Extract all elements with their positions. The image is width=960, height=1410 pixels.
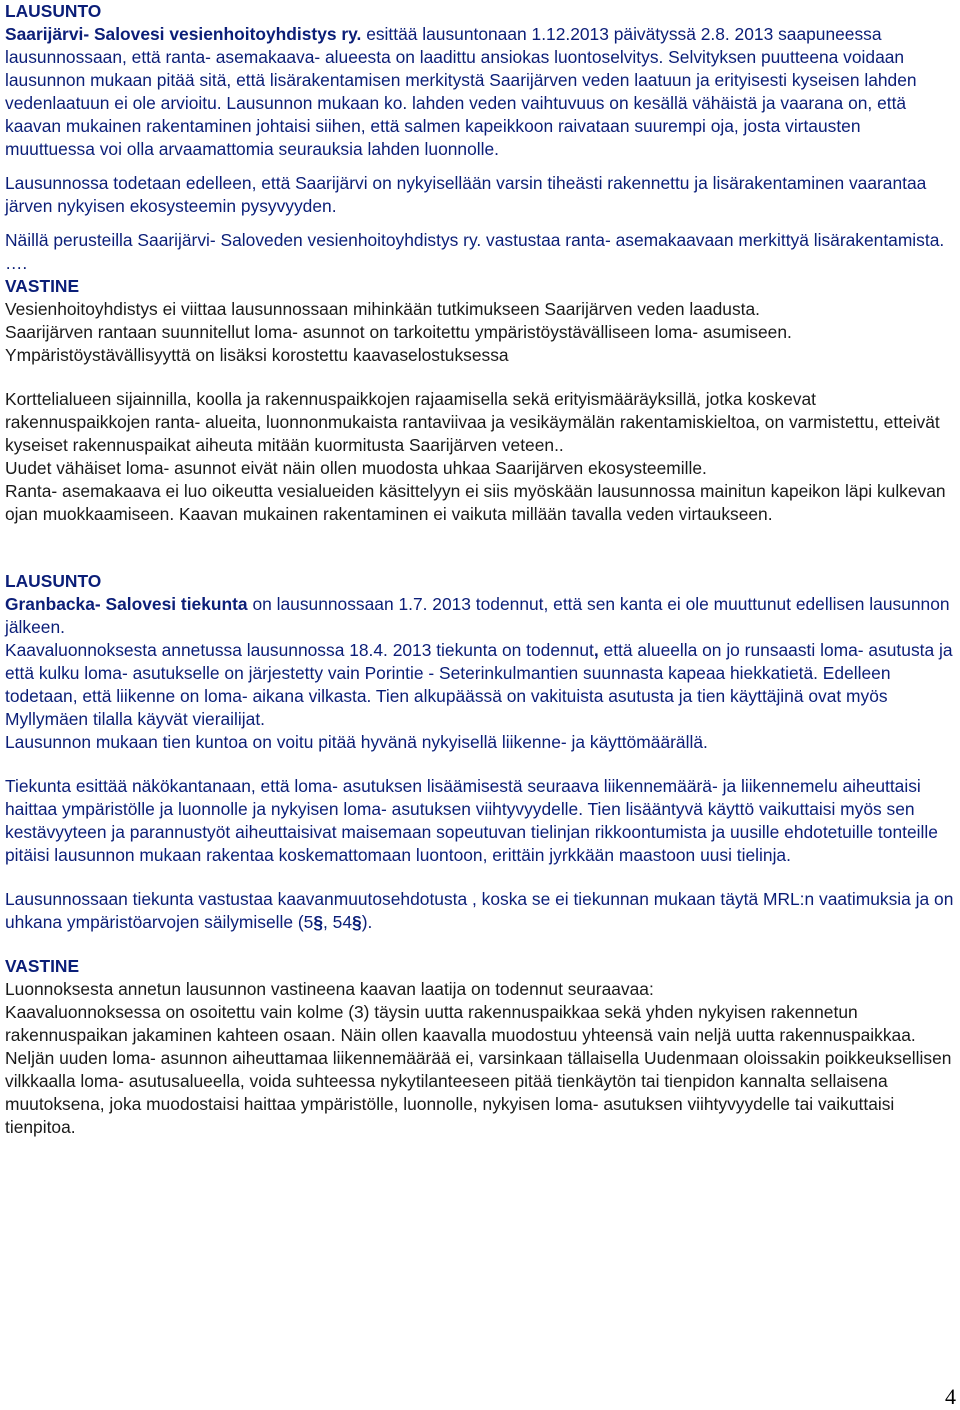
- section1-vastine-line-3: Ympäristöystävällisyyttä on lisäksi korostettu kaavaselostuksessa: [5, 345, 509, 365]
- section2-vastine-heading: VASTINE: [5, 956, 80, 976]
- section1-vastine-line-4: Uudet vähäiset loma- asunnot eivät näin ollen muodosta uhkaa Saarijärven ekosysteemille.: [5, 458, 707, 478]
- section2-paragraph-c: [5, 888, 955, 934]
- section2-paragraph-a-comma: ,: [593, 640, 599, 660]
- section1-intro-text: esittää lausuntonaan 1.12.2013 päivätyssä 2.8. 2013 saapuneessa lausunnossaan, että ranta- asemakaava- alueesta on laadittu ansiokas luontoselvitys. Selvityksen puutteena voidaan lausunnon mukaan pitää sitä, että lisärakentamisen merkitystä Saarijärven veden laatuun ja erityisesti kyseisen lahden vedenlaatuun ei ole arvioitu. Lausunnon mukaan ko. lahden veden vaihtuvuus on kesällä vähäistä ja vaarana on, että kaavan mukainen rakentaminen johtaisi siihen, että salmen kapeikkoon raivataan suurempi oja, josta virtausten muuttuessa voi olla arvaamattomia seurauksia lahden luonnolle.: [5, 24, 917, 159]
- section2-vastine-paragraph: Kaavaluonnoksessa on osoitettu vain kolme (3) täysin uutta rakennuspaikkaa sekä yhden nykyisen rakennetun rakennuspaikan jakaminen kahteen osaan. Näin ollen kaavalla muodostuu yhteensä vain neljä uutta rakennuspaikkaa. Neljän uuden loma- asunnon aiheuttamaa liikennemäärää ei, varsinkaan tällaisella Uudenmaan oloissakin poikkeuksellisen vilkkaalla loma- asutusalueella, voida suhteessa nykytilanteeseen pitää tienkäytön tai tienpidon kannalta sellaisena muutoksena, joka muodostaisi haittaa ympäristölle, luonnolle, nykyisen loma- asutuksen viihtyvyydelle tai vaikuttaisi tienpitoa.: [5, 1002, 952, 1137]
- section1-paragraph-3: Näillä perusteilla Saarijärvi- Saloveden vesienhoitoyhdistys ry. vastustaa ranta- asemakaavaan merkittyä lisärakentamista.: [5, 230, 945, 250]
- section1-vastine-paragraph: Korttelialueen sijainnilla, koolla ja rakennuspaikkojen rajaamisella sekä erityismääräyksillä, jotka koskevat rakennuspaikkojen ranta- alueita, luonnonmukaista rantaviivaa ja vesikäymälän rakentamiskieltoa, on varmistettu, etteivät kyseiset rakennuspaikat aiheuta mitään kuormitusta Saarijärven veteen..: [5, 389, 940, 455]
- section2-paragraph-a-start: Kaavaluonnoksesta annetussa lausunnossa 18.4. 2013 tiekunta on todennut: [5, 640, 594, 660]
- section2-paragraph-a-line: Lausunnon mukaan tien kuntoa on voitu pitää hyvänä nykyisellä liikenne- ja käyttömäärällä.: [5, 732, 708, 752]
- section1-vastine-line-1: Vesienhoitoyhdistys ei viittaa lausunnossaan mihinkään tutkimukseen Saarijärven veden laadusta.: [5, 299, 761, 319]
- section2-paragraph-b: Tiekunta esittää näkökantanaan, että loma- asutuksen lisäämisestä seuraava liikennemäärä- ja liikennemelu aiheuttaisi haittaa ympäristölle ja luonnolle ja nykyisen loma- asutuksen viihtyvyydelle. Tien lisääntyvä käyttö vaikuttaisi myös sen kestävyyteen ja parannustyöt aiheuttaisivat maisemaan sopeutuvan tielinjan rikkoontumista ja uusille ehdotetuille tonteille pitäisi lausunnon mukaan rakentaa koskemattomaan luontoon, erittäin jyrkkään maastoon uusi tielinja.: [5, 776, 938, 865]
- page-number: 4: [945, 1384, 956, 1409]
- section2-intro-text: on lausunnossaan 1.7. 2013 todennut, että sen kanta ei ole muuttunut edellisen lausunnon jälkeen.: [5, 594, 950, 637]
- section2-paragraph-c-start: Lausunnossaan tiekunta vastustaa kaavanmuutosehdotusta , koska se ei tiekunnan mukaan täytä MRL:n vaatimuksia ja on uhkana ympäristöarvojen säilymiselle (5: [5, 889, 954, 932]
- section1-vastine-heading: VASTINE: [5, 276, 80, 296]
- section2-org-name: Granbacka- Salovesi tiekunta: [5, 594, 248, 614]
- section1-vastine-line-2: Saarijärven rantaan suunnitellut loma- asunnot on tarkoitettu ympäristöystävälliseen loma- asumiseen.: [5, 322, 792, 342]
- section2-heading: LAUSUNTO: [5, 571, 102, 591]
- section2-paragraph-c-mid: , 54: [323, 912, 353, 932]
- section1-vastine-paragraph-2: Ranta- asemakaava ei luo oikeutta vesialueiden käsittelyyn ei siis myöskään lausunnossa mainitun kapeikon läpi kulkevan ojan muokkaamiseen. Kaavan mukainen rakentaminen ei vaikuta millään tavalla veden virtaukseen.: [5, 481, 946, 524]
- section1-intro-paragraph: [5, 23, 955, 161]
- section-sign-2: §: [352, 912, 362, 932]
- section2-paragraph-c-end: ).: [361, 912, 373, 932]
- section1-org-name: Saarijärvi- Salovesi vesienhoitoyhdistys ry.: [5, 24, 362, 44]
- section1-heading: LAUSUNTO: [5, 1, 102, 21]
- document-page: [5, 0, 955, 1139]
- section1-paragraph-2: Lausunnossa todetaan edelleen, että Saarijärvi on nykyisellään varsin tiheästi rakennettu ja lisärakentaminen vaarantaa järven nykyisen ekosysteemin pysyvyyden.: [5, 173, 927, 216]
- section-sign-1: §: [313, 912, 324, 932]
- section2-paragraph-a: [5, 639, 955, 731]
- section2-vastine-line: Luonnoksesta annetun lausunnon vastineena kaavan laatija on todennut seuraavaa:: [5, 979, 654, 999]
- section1-ellipsis: ….: [5, 253, 28, 273]
- section2-paragraph-a-rest: että alueella on jo runsaasti loma- asutusta ja että kulku loma- asutukselle on järjestetty vain Porintie - Seterinkulmantien suunnasta kapeaa hiekkatietä. Edelleen todetaan, että liikenne on loma- aikana vilkasta. Tien alkupäässä on vakituista asutusta ja tien käyttäjinä ovat myös Myllymäen tilalla käyvät vierailijat.: [5, 640, 953, 729]
- section2-intro-paragraph: [5, 593, 955, 639]
